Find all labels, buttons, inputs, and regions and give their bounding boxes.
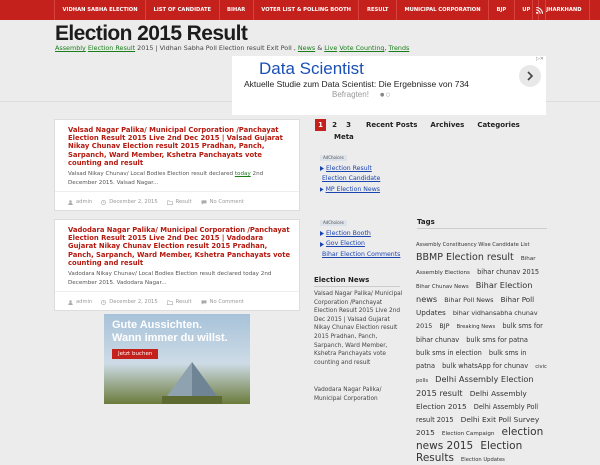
user-icon xyxy=(68,200,73,205)
ad-headline xyxy=(112,319,228,345)
post-author[interactable] xyxy=(68,299,92,305)
post-excerpt-text: Valsad Nikay Chunav/ Local Bodies Election result declared xyxy=(68,171,235,178)
nav-item-vidhan-sabha-election[interactable]: VIDHAN SABHA ELECTION xyxy=(54,0,146,20)
pyramid-image xyxy=(162,360,222,404)
tag-link[interactable]: bulk sms in patna xyxy=(416,349,527,370)
tagline-link-live[interactable]: Live xyxy=(324,44,338,52)
nav-item-municipal-corporation[interactable]: MUNICIPAL CORPORATION xyxy=(397,0,489,20)
tag-link[interactable]: Delhi Assembly Election 2015 result xyxy=(416,374,534,398)
ad-link-election-booth[interactable] xyxy=(320,229,380,240)
folder-icon xyxy=(167,200,173,205)
post-category-name: Result xyxy=(175,199,192,205)
comment-icon xyxy=(201,200,207,205)
post-card xyxy=(54,219,300,311)
tag-link[interactable]: bihar vidhansabha chunav 2015 xyxy=(416,309,538,330)
ad-link-bihar-election-comments[interactable] xyxy=(320,250,401,261)
post-title[interactable]: Valsad Nagar Palika/ Municipal Corporation /Panchayat Election Result 2015 Live 2nd Dec 2015 | Valsad Gujarat Nikay Chunav Election result 2015 Pradhan, Panch, Sarpanch, Ward Member, Kshetra Panchayats vote counting and result xyxy=(68,126,283,167)
chevron-right-icon[interactable] xyxy=(519,65,541,87)
play-icon xyxy=(320,231,324,236)
tag-link[interactable]: Bihar Poll News xyxy=(444,296,494,304)
tag-link[interactable]: Delhi Exit Poll Survey 2015 xyxy=(416,415,540,437)
folder-icon xyxy=(167,300,173,305)
clock-icon xyxy=(101,300,106,305)
post-excerpt: Vadodara Nikay Chunav/ Local Bodies Election result declared today 2nd December 2015. Vadodara Nagar... xyxy=(68,271,272,287)
top-advertisement[interactable] xyxy=(232,56,546,115)
post-comments[interactable] xyxy=(201,299,244,305)
play-icon xyxy=(320,187,324,192)
post-comments-text: No Comment xyxy=(209,199,244,205)
ad-link-unit xyxy=(320,153,380,195)
nav-item-voter-list[interactable]: VOTER LIST & POLLING BOOTH xyxy=(254,0,360,20)
tag-link[interactable]: Delhi Assembly Election 2015 xyxy=(416,389,527,411)
tab-recent-posts[interactable]: Recent Posts xyxy=(366,121,418,129)
site-tagline xyxy=(55,44,409,52)
news-item[interactable]: Vadodara Nagar Palika/ Municipal Corporation xyxy=(314,387,382,402)
post-card xyxy=(54,119,300,211)
post-comments-text: No Comment xyxy=(209,299,244,305)
play-icon xyxy=(320,242,324,247)
page-1-button[interactable]: 1 xyxy=(315,119,326,131)
pagination xyxy=(315,119,357,131)
nav-item-result[interactable]: RESULT xyxy=(359,0,396,20)
tab-categories[interactable]: Categories xyxy=(477,121,520,129)
tagline-link-vote-counting[interactable]: Vote Counting xyxy=(339,44,385,52)
nav-item-up[interactable]: UP xyxy=(515,0,539,20)
ad-link-label: Gov Election xyxy=(326,240,365,247)
bottom-advertisement[interactable] xyxy=(104,314,250,404)
tag-link[interactable]: Election Updates xyxy=(461,457,505,463)
comment-icon xyxy=(201,300,207,305)
tab-archives[interactable]: Archives xyxy=(430,121,465,129)
tag-link[interactable]: bulk sms in election xyxy=(416,349,482,357)
divider xyxy=(417,228,547,229)
tag-link[interactable]: Election Campaign xyxy=(441,431,495,437)
tag-link[interactable]: bulk whatsApp for chunav xyxy=(442,362,529,370)
tagline-link-election-result[interactable]: Election Result xyxy=(87,44,136,52)
nav-item-jharkhand[interactable]: JHARKHAND xyxy=(539,0,590,20)
nav-item-list-of-candidate[interactable]: LIST OF CANDIDATE xyxy=(146,0,219,20)
ad-link-label: Election Candidate xyxy=(322,175,381,182)
tags-heading: Tags xyxy=(417,218,435,226)
tag-link[interactable]: bihar chunav 2015 xyxy=(477,268,540,276)
tab-meta[interactable]: Meta xyxy=(334,133,354,141)
tag-link[interactable]: election news 2015 xyxy=(416,426,544,452)
page-3-button[interactable]: 3 xyxy=(346,121,351,129)
rss-icon[interactable] xyxy=(532,0,546,20)
news-item[interactable]: Valsad Nagar Palika/ Municipal Corporation /Panchayat Election Result 2015 Live 2nd Dec 2015 | Valsad Gujarat Nikay Chunav Election result 2015 Pradhan, Panch, Sarpanch, Ward Member, Kshetra Panchayats vote counting and result xyxy=(314,291,403,366)
post-excerpt-text-end: 2nd December 2015. Valsad Nagar... xyxy=(68,171,264,187)
tag-link[interactable]: Election Results xyxy=(416,440,523,464)
tagline-text-3: , xyxy=(384,44,389,52)
ad-title[interactable]: Data Scientist xyxy=(259,59,364,78)
post-date xyxy=(101,199,157,205)
divider xyxy=(55,191,299,192)
post-comments[interactable] xyxy=(201,199,244,205)
adchoices-label[interactable]: AdChoices xyxy=(320,220,347,226)
post-author-name: admin xyxy=(76,299,93,305)
nav-item-bihar[interactable]: BIHAR xyxy=(220,0,254,20)
post-author-name: admin xyxy=(76,199,93,205)
post-date-text: December 2, 2015 xyxy=(109,199,158,205)
ad-link-label: Election Result xyxy=(326,164,372,172)
page-2-button[interactable]: 2 xyxy=(332,121,337,129)
divider xyxy=(314,286,400,287)
post-excerpt-link[interactable]: today xyxy=(234,171,251,178)
post-date-text: December 2, 2015 xyxy=(109,299,158,305)
post-title[interactable]: Vadodara Nagar Palika/ Municipal Corporation /Panchayat Election Result 2015 Live 2nd Dec 2015 | Vadodara Gujarat Nikay Chunav Election result 2015 Pradhan, Panch, Sarpanch, Ward Member, Kshetra Panchayats vote counting and result xyxy=(68,226,291,267)
tag-link[interactable]: civic polls xyxy=(416,364,547,384)
post-category-name: Result xyxy=(175,299,192,305)
ad-subtitle: Aktuelle Studie zum Data Scientist: Die Ergebnisse von 734 xyxy=(244,79,469,89)
ad-link-election-candidate[interactable] xyxy=(320,174,380,185)
tag-link[interactable]: Bihar Election news xyxy=(416,280,533,304)
ad-subtitle-continued: Befragten! xyxy=(332,90,369,99)
ad-link-election-result[interactable] xyxy=(320,164,380,175)
ad-headline-line-1: Gute Aussichten. xyxy=(112,319,203,331)
play-icon xyxy=(320,166,324,171)
divider xyxy=(55,291,299,292)
tag-link[interactable]: Bihar Poll Updates xyxy=(416,295,535,317)
ad-link-unit xyxy=(320,218,401,260)
ad-link-label: Election Booth xyxy=(326,229,371,237)
tag-link[interactable]: Breaking News xyxy=(456,324,496,330)
clock-icon xyxy=(101,200,106,205)
ad-carousel-dots: ● ○ xyxy=(380,92,391,98)
ad-link-label: MP Election News xyxy=(325,185,380,193)
post-date xyxy=(101,299,157,305)
tag-link[interactable]: BBMP Election result xyxy=(416,252,514,263)
tagline-link-assembly[interactable]: Assembly xyxy=(55,44,86,52)
ad-choices-icon[interactable]: ▷✕ xyxy=(535,56,544,62)
ad-link-mp-election-news[interactable] xyxy=(320,185,380,196)
post-category[interactable] xyxy=(167,299,192,305)
tag-link[interactable]: bulk sms for bihar chunav xyxy=(416,322,543,344)
tag-link[interactable]: Delhi Assembly Poll result 2015 xyxy=(416,403,539,424)
ad-book-button[interactable]: Jetzt buchen xyxy=(112,349,158,359)
tag-link[interactable]: bulk sms for patna xyxy=(466,336,528,344)
post-meta xyxy=(68,299,253,305)
tagline-text-2: & xyxy=(315,44,325,52)
site-title[interactable]: Election 2015 Result xyxy=(55,22,248,45)
post-author[interactable] xyxy=(68,199,92,205)
tag-link[interactable]: Bihar Chunav News xyxy=(416,284,469,290)
sidebar-tabs xyxy=(366,119,533,131)
ad-headline-line-2: Wann immer du willst. xyxy=(112,332,228,344)
top-navigation xyxy=(0,0,600,20)
tag-cloud xyxy=(416,236,548,465)
tag-link[interactable]: BJP xyxy=(439,322,450,330)
election-news-heading: Election News xyxy=(314,276,370,284)
post-excerpt xyxy=(68,170,292,188)
post-category[interactable] xyxy=(167,199,192,205)
post-meta xyxy=(68,199,253,205)
ad-link-gov-election[interactable] xyxy=(320,239,380,250)
adchoices-label[interactable]: AdChoices xyxy=(320,155,347,161)
site-header xyxy=(0,20,600,102)
nav-item-bjp[interactable]: BJP xyxy=(489,0,515,20)
ad-link-label: Bihar Election Comments xyxy=(322,250,401,258)
tag-link[interactable]: Assembly Constituency Wise Candidate List xyxy=(416,242,530,248)
tagline-text-1: 2015 | Vidhan Sabha Poll Election result Exit Poll , xyxy=(135,44,298,52)
tagline-link-news[interactable]: News xyxy=(297,44,316,52)
tagline-link-trends[interactable]: Trends xyxy=(388,44,410,52)
user-icon xyxy=(68,300,73,305)
tag-link[interactable]: Bihar Assembly Elections xyxy=(416,256,536,276)
